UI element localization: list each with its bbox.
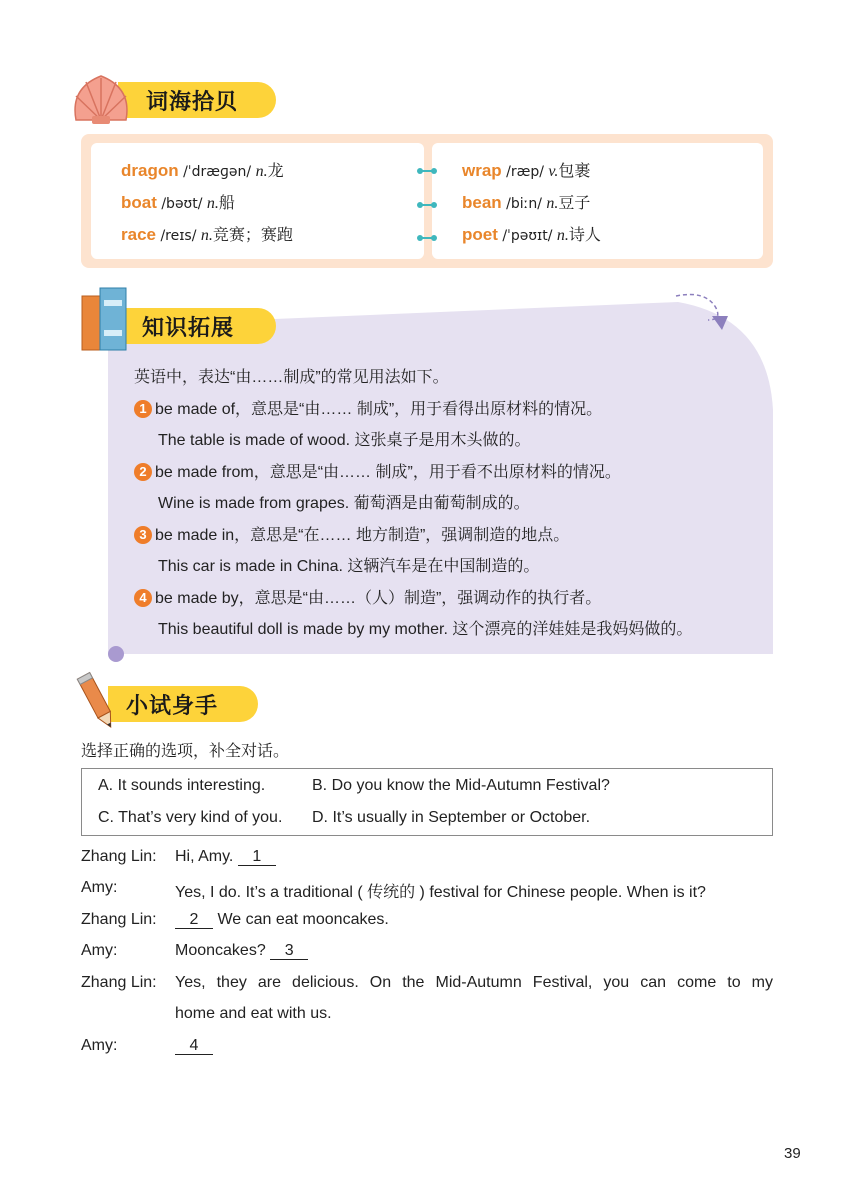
vocab-entry bbox=[462, 222, 601, 245]
rule-example-2: Wine is made from grapes. 葡萄酒是由葡萄制成的。 bbox=[158, 495, 530, 512]
dialogue-text: Yes, they are delicious. On the Mid-Autumn Festival, you can come to my bbox=[175, 974, 773, 991]
vocab-section-banner bbox=[118, 82, 276, 118]
vocab-entry bbox=[121, 158, 284, 181]
option-a: A. It sounds interesting. bbox=[98, 777, 266, 794]
option-c: C. That’s very kind of you. bbox=[98, 809, 283, 826]
vocab-pos: n. bbox=[206, 195, 219, 212]
knowledge-section-title: 知识拓展 bbox=[142, 315, 235, 341]
dialogue-speaker: Amy: bbox=[81, 942, 118, 959]
dialogue-text: Mooncakes? bbox=[175, 942, 266, 959]
vocab-meaning: 诗人 bbox=[568, 227, 601, 244]
answer-blank-4[interactable]: 4 bbox=[175, 1038, 213, 1055]
binder-ring-icon bbox=[417, 234, 437, 242]
rule-item-4 bbox=[134, 585, 601, 608]
number-badge: 4 bbox=[134, 589, 152, 607]
vocab-meaning: 豆子 bbox=[558, 195, 591, 212]
rule-item-3 bbox=[134, 522, 569, 545]
dialogue-text: home and eat with us. bbox=[175, 1005, 332, 1022]
rule-text: be made by，意思是“由……（人）制造”，强调动作的执行者。 bbox=[155, 590, 602, 607]
option-b: B. Do you know the Mid-Autumn Festival? bbox=[312, 777, 610, 794]
options-box bbox=[81, 768, 773, 836]
knowledge-section-banner bbox=[116, 308, 276, 344]
vocab-ipa: /ræp/ bbox=[506, 164, 544, 180]
vocab-entry bbox=[462, 190, 590, 213]
binder-ring-icon bbox=[417, 167, 437, 175]
number-badge: 1 bbox=[134, 400, 152, 418]
vocab-ipa: /ˈdræɡən/ bbox=[183, 164, 252, 180]
dialogue-speaker: Zhang Lin: bbox=[81, 911, 157, 928]
practice-section-title: 小试身手 bbox=[126, 693, 219, 719]
vocab-word: wrap bbox=[462, 161, 502, 180]
dialogue-speaker: Zhang Lin: bbox=[81, 974, 157, 991]
practice-instruction: 选择正确的选项，补全对话。 bbox=[81, 743, 290, 760]
dialogue-line bbox=[175, 911, 389, 929]
vocab-section-title: 词海拾贝 bbox=[146, 89, 239, 115]
vocab-meaning: 包裹 bbox=[558, 163, 591, 180]
binder-ring-icon bbox=[417, 201, 437, 209]
page-number: 39 bbox=[784, 1145, 801, 1162]
vocab-entry bbox=[121, 190, 235, 213]
dialogue-text: Hi, Amy. bbox=[175, 848, 234, 865]
vocab-word: dragon bbox=[121, 161, 179, 180]
vocab-word: race bbox=[121, 225, 156, 244]
number-badge: 2 bbox=[134, 463, 152, 481]
dialogue-line bbox=[175, 848, 276, 866]
vocab-word: poet bbox=[462, 225, 498, 244]
shell-icon bbox=[66, 68, 136, 126]
vocab-card-left bbox=[91, 143, 424, 259]
vocab-ipa: /bəʊt/ bbox=[161, 196, 203, 212]
vocab-ipa: /reɪs/ bbox=[160, 228, 197, 244]
vocab-box bbox=[81, 134, 773, 268]
option-d: D. It’s usually in September or October. bbox=[312, 809, 591, 826]
number-badge: 3 bbox=[134, 526, 152, 544]
rule-example-4: This beautiful doll is made by my mother. 这个漂亮的洋娃娃是我妈妈做的。 bbox=[158, 621, 693, 638]
practice-section-banner bbox=[108, 686, 258, 722]
vocab-pos: n. bbox=[546, 195, 559, 212]
answer-blank-3[interactable]: 3 bbox=[270, 943, 308, 960]
vocab-entry bbox=[121, 222, 293, 245]
dialogue-line bbox=[175, 942, 308, 960]
vocab-ipa: /biːn/ bbox=[506, 196, 542, 212]
vocab-pos: n. bbox=[255, 163, 268, 180]
vocab-pos: n. bbox=[200, 227, 213, 244]
vocab-meaning: 竞赛；赛跑 bbox=[212, 227, 293, 244]
dialogue-text: We can eat mooncakes. bbox=[217, 911, 389, 928]
vocab-meaning: 船 bbox=[218, 195, 235, 212]
dialogue-speaker: Zhang Lin: bbox=[81, 848, 157, 865]
knowledge-intro: 英语中，表达“由……制成”的常见用法如下。 bbox=[134, 369, 449, 386]
vocab-word: bean bbox=[462, 193, 502, 212]
rule-item-2 bbox=[134, 459, 621, 482]
vocab-meaning: 龙 bbox=[267, 163, 284, 180]
rule-item-1 bbox=[134, 396, 602, 419]
answer-blank-2[interactable]: 2 bbox=[175, 912, 213, 929]
vocab-entry bbox=[462, 158, 590, 181]
dialogue-speaker: Amy: bbox=[81, 879, 118, 896]
pencil-icon bbox=[76, 670, 120, 732]
dialogue-text: Yes, I do. It’s a traditional ( 传统的 ) festival for Chinese people. When is it? bbox=[175, 884, 706, 901]
dialogue-line bbox=[175, 1037, 213, 1055]
rule-text: be made from，意思是“由…… 制成”，用于看不出原材料的情况。 bbox=[155, 464, 621, 481]
vocab-word: boat bbox=[121, 193, 157, 212]
answer-blank-1[interactable]: 1 bbox=[238, 849, 276, 866]
vocab-pos: v. bbox=[548, 163, 559, 180]
rule-text: be made in，意思是“在…… 地方制造”，强调制造的地点。 bbox=[155, 527, 570, 544]
rule-example-3: This car is made in China. 这辆汽车是在中国制造的。 bbox=[158, 558, 540, 575]
vocab-ipa: /ˈpəʊɪt/ bbox=[502, 228, 553, 244]
rule-example-1: The table is made of wood. 这张桌子是用木头做的。 bbox=[158, 432, 531, 449]
books-icon bbox=[80, 286, 132, 352]
rule-text: be made of，意思是“由…… 制成”，用于看得出原材料的情况。 bbox=[155, 401, 603, 418]
dialogue-speaker: Amy: bbox=[81, 1037, 118, 1054]
vocab-card-right bbox=[432, 143, 763, 259]
vocab-pos: n. bbox=[556, 227, 569, 244]
